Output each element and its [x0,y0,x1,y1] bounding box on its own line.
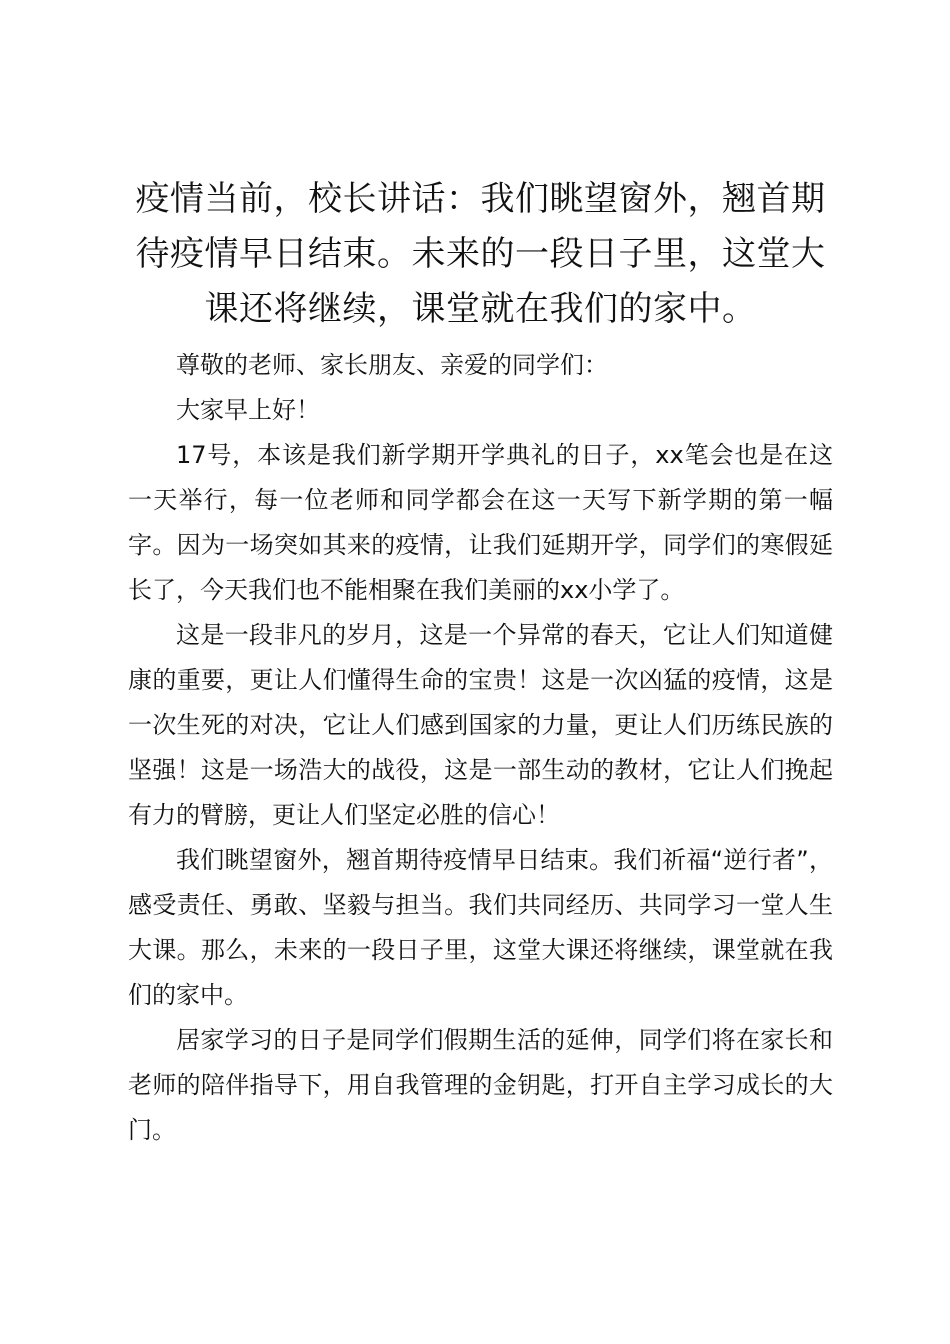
paragraph-2: 这是一段非凡的岁月，这是一个异常的春天，它让人们知道健康的重要，更让人们懂得生命的宝贵！这是一次凶猛的疫情，这是一次生死的对决，它让人们感到国家的力量，更让人们历练民族的坚强！这是一场浩大的战役，这是一部生动的教材，它让人们挽起有力的臂膀，更让人们坚定必胜的信心！ [128,621,833,829]
greeting: 大家早上好！ [176,396,320,424]
paragraph-3: 我们眺望窗外，翘首期待疫情早日结束。我们祈福“逆行者”，感受责任、勇敢、坚毅与担当。我们共同经历、共同学习一堂人生大课。那么，未来的一段日子里，这堂大课还将继续，课堂就在我们的家中。 [128,846,833,1009]
document-title: 疫情当前，校长讲话：我们眺望窗外，翘首期待疫情早日结束。未来的一段日子里，这堂大课还将继续，课堂就在我们的家中。 [135,179,826,329]
salutation: 尊敬的老师、家长朋友、亲爱的同学们： [176,351,608,379]
paragraph-1: 17号，本该是我们新学期开学典礼的日子，xx笔会也是在这一天举行，每一位老师和同学都会在这一天写下新学期的第一幅字。因为一场突如其来的疫情，让我们延期开学，同学们的寒假延长了，今天我们也不能相聚在我们美丽的xx小学了。 [128,441,833,604]
paragraph-4: 居家学习的日子是同学们假期生活的延伸，同学们将在家长和老师的陪伴指导下，用自我管理的金钥匙，打开自主学习成长的大门。 [128,1026,833,1144]
document-body [128,172,833,1153]
